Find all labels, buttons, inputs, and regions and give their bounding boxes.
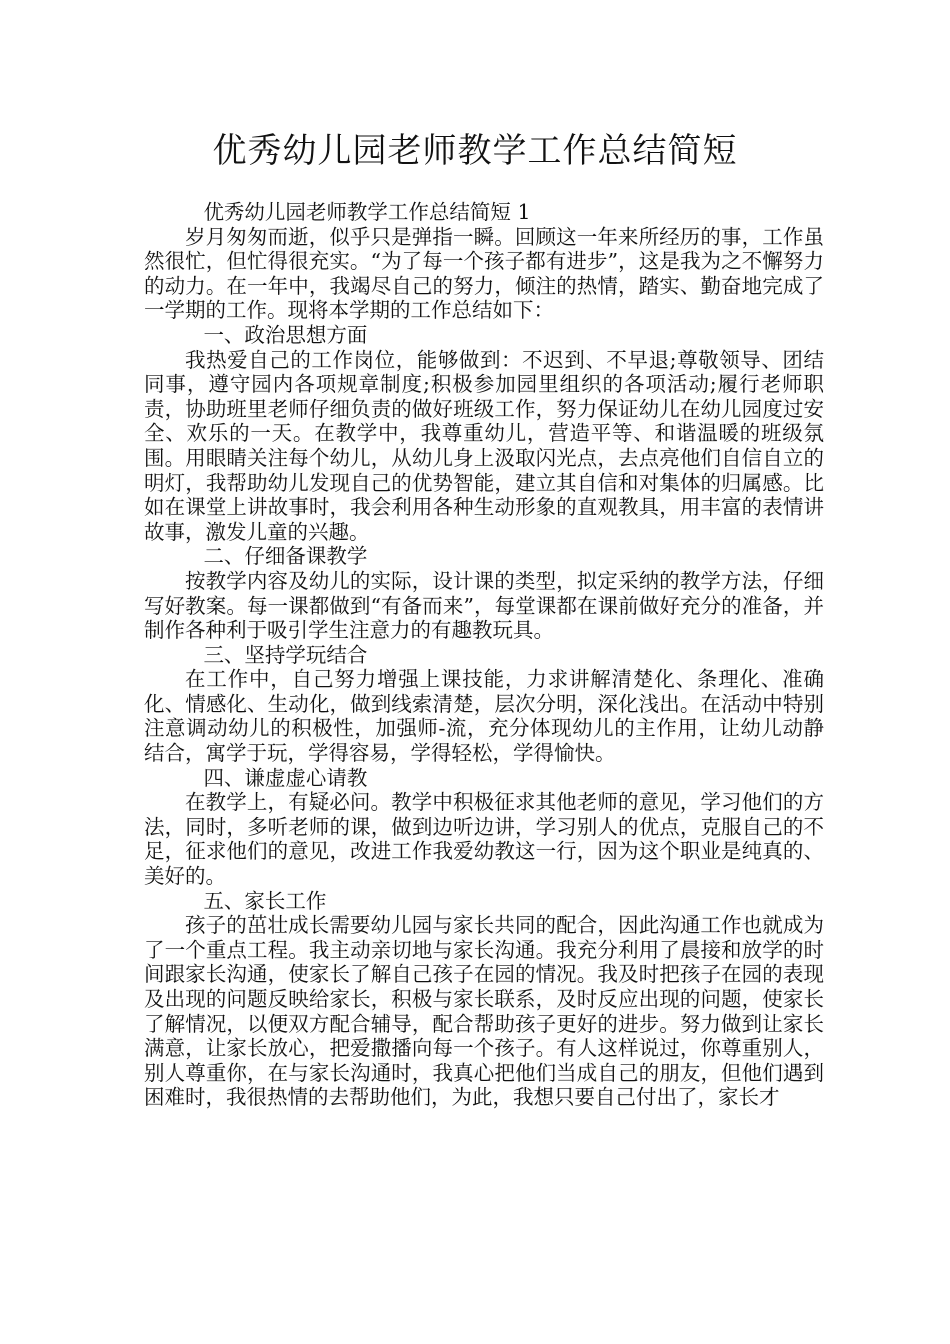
document-subtitle: 优秀幼儿园老师教学工作总结简短 1 xyxy=(203,200,531,224)
section-paragraph-politics: 我热爱自己的工作岗位，能够做到：不迟到、不早退;尊敬领导、团结同事，遵守园内各项规章制度;积极参加园里组织的各项活动;履行老师职责，协助班里老师仔细负责的做好班级工作，努力保证幼儿在幼儿园度过安全、欢乐的一天。在教学中，我尊重幼儿，营造平等、和谐温暖的班级氛围。用眼睛关注每个幼儿，从幼儿身上汲取闪光点，去点亮他们自信自立的明灯，我帮助幼儿发现自己的优势智能，建立其自信和对集体的归属感。比如在课堂上讲故事时，我会利用各种生动形象的直观教具，用丰富的表情讲故事，激发儿童的兴趣。 xyxy=(144,347,824,544)
section-heading-politics: 一、政治思想方面 xyxy=(203,322,368,347)
section-paragraph-humility: 在教学上，有疑必问。教学中积极征求其他老师的意见，学习他们的方法，同时，多听老师的课，做到边听边讲，学习别人的优点，克服自己的不足，征求他们的意见，改进工作我爱幼教这一行，因为这个职业是纯真的、美好的。 xyxy=(144,790,824,889)
section-heading-learn-play: 三、坚持学玩结合 xyxy=(203,642,368,667)
section-heading-parents: 五、家长工作 xyxy=(203,888,327,913)
document-title: 优秀幼儿园老师教学工作总结简短 xyxy=(212,131,738,171)
section-paragraph-lesson-prep: 按教学内容及幼儿的实际，设计课的类型，拟定采纳的教学方法，仔细写好教案。每一课都做到“有备而来”，每堂课都在课前做好充分的准备，并制作各种利于吸引学生注意力的有趣教玩具。 xyxy=(144,568,824,643)
intro-paragraph: 岁月匆匆而逝，似乎只是弹指一瞬。回顾这一年来所经历的事，工作虽然很忙，但忙得很充实。“为了每一个孩子都有进步”，这是我为之不懈努力的动力。在一年中，我竭尽自己的努力，倾注的热情，踏实、勤奋地完成了一学期的工作。现将本学期的工作总结如下： xyxy=(144,224,824,323)
document-body xyxy=(144,200,824,1110)
section-paragraph-parents: 孩子的茁壮成长需要幼儿园与家长共同的配合，因此沟通工作也就成为了一个重点工程。我主动亲切地与家长沟通。我充分利用了晨接和放学的时间跟家长沟通，使家长了解自己孩子在园的情况。我及时把孩子在园的表现及出现的问题反映给家长，积极与家长联系，及时反应出现的问题，使家长了解情况，以便双方配合辅导，配合帮助孩子更好的进步。努力做到让家长满意，让家长放心，把爱撒播向每一个孩子。有人这样说过，你尊重别人，别人尊重你，在与家长沟通时，我真心把他们当成自己的朋友，但他们遇到困难时，我很热情的去帮助他们，为此，我想只要自己付出了，家长才 xyxy=(144,913,824,1110)
section-paragraph-learn-play: 在工作中，自己努力增强上课技能，力求讲解清楚化、条理化、准确化、情感化、生动化，做到线索清楚，层次分明，深化浅出。在活动中特别注意调动幼儿的积极性，加强师-流，充分体现幼儿的主作用，让幼儿动静结合，寓学于玩，学得容易，学得轻松，学得愉快。 xyxy=(144,667,824,766)
section-heading-lesson-prep: 二、仔细备课教学 xyxy=(203,544,368,569)
section-heading-humility: 四、谦虚虚心请教 xyxy=(203,765,368,790)
